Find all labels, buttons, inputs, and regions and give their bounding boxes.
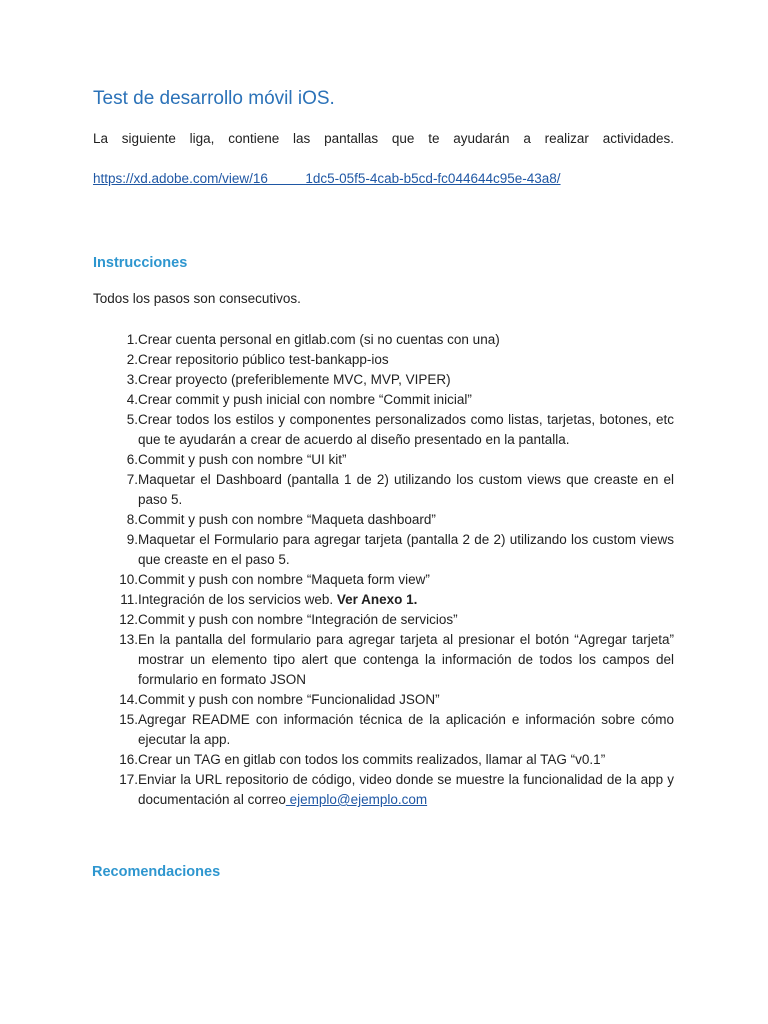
instruction-step <box>93 410 674 450</box>
step-number: 10. <box>119 572 138 587</box>
instruction-step <box>93 570 674 590</box>
step-text <box>138 370 674 390</box>
instruction-step <box>93 370 674 390</box>
step-number: 7. <box>126 472 138 487</box>
step-text <box>138 470 674 510</box>
instruction-step <box>93 530 674 570</box>
step-text <box>138 750 674 770</box>
step-number: 5. <box>126 412 138 427</box>
instruction-step <box>93 390 674 410</box>
instructions-intro: Todos los pasos son consecutivos. <box>93 291 301 306</box>
step-text-main: Integración de los servicios web. <box>138 592 337 607</box>
step-number: 3. <box>126 372 138 387</box>
step-text <box>138 350 674 370</box>
step-text <box>138 410 674 450</box>
step-number: 6. <box>126 452 138 467</box>
step-text-main: Commit y push con nombre “UI kit” <box>138 452 347 467</box>
step-text <box>138 330 674 350</box>
step-number: 8. <box>126 512 138 527</box>
step-number: 13. <box>119 632 138 647</box>
step-text-main: En la pantalla del formulario para agregar tarjeta al presionar el botón “Agregar tarjeta” mostrar un elemento tipo alert que contenga la información de todos los campos del formulario en formato JSON <box>138 632 674 687</box>
step-text-main: Maquetar el Formulario para agregar tarjeta (pantalla 2 de 2) utilizando los custom views que creaste en el paso 5. <box>138 532 674 567</box>
step-number: 17. <box>119 772 138 787</box>
instruction-step <box>93 750 674 770</box>
step-number: 11. <box>120 592 138 607</box>
step-text <box>138 590 674 610</box>
document-title: Test de desarrollo móvil iOS. <box>93 88 335 109</box>
instruction-step <box>93 630 674 690</box>
step-number: 14. <box>119 692 138 707</box>
instruction-step <box>93 450 674 470</box>
step-text <box>138 630 674 690</box>
email-link[interactable]: ejemplo@ejemplo.com <box>285 792 428 807</box>
step-text-main: Commit y push con nombre “Integración de servicios” <box>138 612 458 627</box>
instructions-heading: Instrucciones <box>93 255 188 271</box>
instruction-step <box>93 770 674 810</box>
step-text-main: Maquetar el Dashboard (pantalla 1 de 2) utilizando los custom views que creaste en el paso 5. <box>138 472 674 507</box>
instructions-list <box>93 330 674 810</box>
step-number: 2. <box>126 352 138 367</box>
step-text <box>138 450 674 470</box>
step-number: 15. <box>119 712 138 727</box>
step-text-main: Commit y push con nombre “Maqueta dashboard” <box>138 512 436 527</box>
step-text <box>138 510 674 530</box>
step-text <box>138 710 674 750</box>
instruction-step <box>93 710 674 750</box>
step-text-main: Commit y push con nombre “Maqueta form view” <box>138 572 430 587</box>
instruction-step <box>93 590 674 610</box>
instruction-step <box>93 330 674 350</box>
step-number: 9. <box>126 532 138 547</box>
adobe-xd-link[interactable]: https://xd.adobe.com/view/16 1dc5-05f5-4cab-b5cd-fc044644c95e-43a8/ <box>93 171 561 186</box>
step-text-main: Crear cuenta personal en gitlab.com (si no cuentas con una) <box>138 332 500 347</box>
step-number: 16. <box>119 752 138 767</box>
step-text-main: Crear un TAG en gitlab con todos los commits realizados, llamar al TAG “v0.1” <box>138 752 606 767</box>
step-text-main: Crear todos los estilos y componentes personalizados como listas, tarjetas, botones, etc que te ayudarán a crear de acuerdo al diseño presentado en la pantalla. <box>138 412 674 447</box>
step-number: 1. <box>126 332 138 347</box>
step-number: 12. <box>119 612 138 627</box>
recommendations-heading: Recomendaciones <box>92 864 221 880</box>
step-text-main: Enviar la URL repositorio de código, video donde se muestre la funcionalidad de la app y documentación al correo <box>138 772 674 807</box>
step-text-main: Agregar README con información técnica de la aplicación e información sobre cómo ejecutar la app. <box>138 712 674 747</box>
instruction-step <box>93 510 674 530</box>
step-text <box>138 690 674 710</box>
step-text <box>138 570 674 590</box>
step-text-main: Commit y push con nombre “Funcionalidad JSON” <box>138 692 440 707</box>
instruction-step <box>93 350 674 370</box>
step-text-bold: Ver Anexo 1. <box>336 592 418 607</box>
intro-paragraph: La siguiente liga, contiene las pantallas que te ayudarán a realizar actividades. <box>93 131 674 146</box>
step-text <box>138 610 674 630</box>
step-text <box>138 530 674 570</box>
step-text <box>138 770 674 810</box>
step-text-main: Crear commit y push inicial con nombre “Commit inicial” <box>138 392 472 407</box>
step-text-main: Crear repositorio público test-bankapp-ios <box>138 352 389 367</box>
instruction-step <box>93 610 674 630</box>
instruction-step <box>93 690 674 710</box>
instruction-step <box>93 470 674 510</box>
step-number: 4. <box>126 392 138 407</box>
step-text <box>138 390 674 410</box>
step-text-main: Crear proyecto (preferiblemente MVC, MVP, VIPER) <box>138 372 451 387</box>
